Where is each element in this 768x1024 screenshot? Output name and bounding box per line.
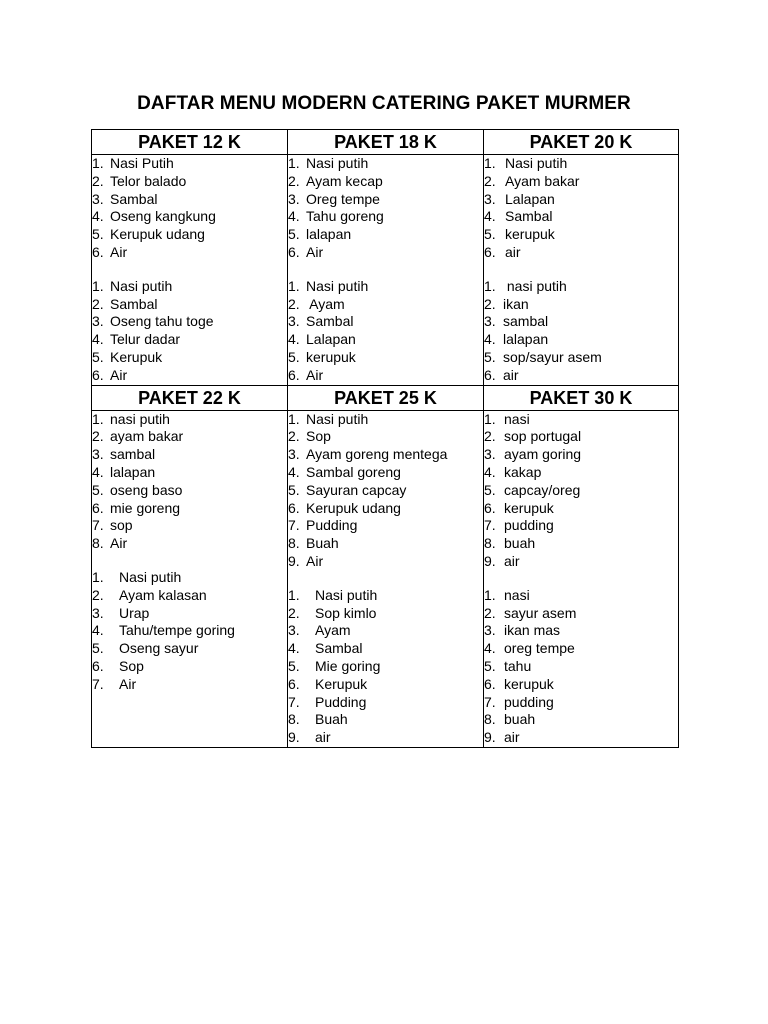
list-item [288, 676, 483, 694]
item-number: 6. [288, 366, 300, 383]
item-text: Pudding [306, 517, 358, 534]
item-text: kerupuk [504, 675, 554, 692]
item-number: 5. [92, 481, 104, 498]
item-text: Kerupuk [110, 348, 163, 365]
package-name: PAKET 20 K [484, 130, 679, 155]
item-text: air [315, 729, 331, 746]
item-number: 3. [288, 313, 300, 330]
item-text: ayam bakar [110, 428, 184, 445]
list-item [288, 313, 483, 331]
list-item [288, 331, 483, 349]
item-text: air [504, 729, 520, 746]
item-number: 9. [484, 729, 496, 746]
menu-option-list [484, 278, 678, 385]
item-text: Air [306, 552, 324, 569]
list-item [484, 517, 678, 535]
item-number: 5. [288, 348, 300, 365]
item-number: 4. [288, 331, 300, 348]
item-text: sop portugal [504, 428, 582, 445]
item-number: 1. [484, 586, 496, 603]
item-number: 3. [92, 190, 104, 207]
list-item [484, 155, 678, 173]
item-text: sayur asem [504, 604, 577, 621]
list-item [484, 676, 678, 694]
item-text: Mie goring [315, 657, 381, 674]
item-number: 2. [288, 295, 300, 312]
item-text: Nasi putih [306, 155, 369, 171]
menu-option-list [484, 155, 678, 262]
list-item [92, 411, 287, 429]
list-item [288, 622, 483, 640]
item-text: Sambal [110, 295, 158, 312]
item-text: Ayam kecap [306, 172, 383, 189]
item-number: 2. [92, 586, 104, 603]
list-item [288, 482, 483, 500]
item-number: 8. [484, 711, 496, 728]
item-text: Nasi putih [505, 155, 568, 171]
list-item [92, 517, 287, 535]
package-header-row [92, 385, 679, 410]
item-number: 6. [92, 366, 104, 383]
list-item [92, 244, 287, 262]
item-number: 5. [484, 481, 496, 498]
item-number: 4. [92, 622, 104, 639]
item-text: Pudding [315, 693, 367, 710]
item-number: 2. [484, 604, 496, 621]
item-text: air [503, 366, 519, 383]
package-menu-cell [288, 155, 484, 386]
item-text: nasi [504, 586, 530, 603]
item-number: 8. [92, 535, 104, 552]
item-text: sop [110, 517, 133, 534]
package-menu-cell [484, 410, 679, 747]
item-text: Nasi putih [315, 586, 378, 603]
item-text: pudding [504, 693, 554, 710]
list-item [92, 191, 287, 209]
list-item [288, 605, 483, 623]
list-item [484, 313, 678, 331]
list-item [288, 244, 483, 262]
item-text: Ayam [315, 622, 351, 639]
item-number: 5. [484, 348, 496, 365]
package-menu-cell [484, 155, 679, 386]
menu-spacer [288, 262, 483, 278]
list-item [92, 500, 287, 518]
list-item [288, 694, 483, 712]
list-item [484, 331, 678, 349]
package-header-row [92, 130, 679, 155]
list-item [288, 500, 483, 518]
item-number: 5. [92, 640, 104, 657]
item-number: 1. [288, 410, 300, 427]
item-number: 6. [288, 499, 300, 516]
item-text: ikan [503, 295, 529, 312]
list-item [92, 155, 287, 173]
item-text: Sambal goreng [306, 463, 401, 480]
item-number: 6. [484, 675, 496, 692]
item-text: Ayam bakar [505, 172, 580, 189]
list-item [484, 278, 678, 296]
item-text: sop/sayur asem [503, 348, 602, 365]
list-item [92, 428, 287, 446]
item-number: 6. [288, 675, 300, 692]
item-text: Ayam [306, 295, 345, 312]
list-item [288, 729, 483, 747]
item-number: 3. [484, 313, 496, 330]
item-number: 4. [92, 331, 104, 348]
item-number: 7. [92, 517, 104, 534]
item-number: 5. [484, 226, 496, 243]
menu-spacer [92, 262, 287, 278]
item-text: Kerupuk udang [110, 226, 205, 243]
package-name: PAKET 18 K [288, 130, 484, 155]
item-number: 5. [288, 657, 300, 674]
list-item [92, 464, 287, 482]
list-item [92, 226, 287, 244]
list-item [484, 367, 678, 385]
item-number: 1. [92, 277, 104, 294]
item-text: capcay/oreg [504, 481, 581, 498]
item-number: 7. [484, 693, 496, 710]
item-text: Oseng tahu toge [110, 313, 214, 330]
list-item [92, 569, 287, 587]
list-item [288, 208, 483, 226]
item-number: 9. [484, 552, 496, 569]
item-number: 7. [484, 517, 496, 534]
item-text: kerupuk [306, 348, 356, 365]
item-text: ikan mas [504, 622, 561, 639]
list-item [288, 191, 483, 209]
item-number: 7. [288, 693, 300, 710]
item-text: Telor balado [110, 172, 187, 189]
item-text: Sop kimlo [315, 604, 377, 621]
item-text: Buah [315, 711, 348, 728]
package-menu-cell [92, 410, 288, 747]
item-text: nasi putih [110, 410, 170, 427]
item-number: 4. [484, 640, 496, 657]
item-number: 3. [484, 190, 496, 207]
item-number: 2. [484, 172, 496, 189]
item-number: 4. [288, 463, 300, 480]
item-number: 2. [288, 428, 300, 445]
item-number: 4. [288, 208, 300, 225]
item-text: Sambal [315, 640, 363, 657]
item-text: Lalapan [505, 190, 555, 207]
item-text: Buah [306, 535, 339, 552]
item-number: 5. [288, 481, 300, 498]
item-number: 4. [484, 331, 496, 348]
item-number: 5. [484, 657, 496, 674]
item-number: 1. [92, 410, 104, 427]
menu-option-list [288, 155, 483, 262]
item-number: 9. [288, 552, 300, 569]
item-number: 1. [484, 410, 496, 427]
list-item [484, 482, 678, 500]
menu-spacer [484, 262, 678, 278]
item-text: Ayam goreng mentega [306, 446, 448, 463]
package-menu-cell [288, 410, 484, 747]
list-item [484, 500, 678, 518]
item-number: 6. [484, 243, 496, 260]
item-text: tahu [504, 657, 532, 674]
item-text: air [505, 243, 521, 260]
list-item [92, 331, 287, 349]
item-number: 2. [484, 295, 496, 312]
item-text: Air [119, 675, 137, 692]
list-item [288, 155, 483, 173]
list-item [484, 191, 678, 209]
item-number: 9. [288, 729, 300, 746]
menu-option-list [288, 411, 483, 571]
item-number: 2. [484, 428, 496, 445]
item-number: 5. [92, 348, 104, 365]
item-text: Air [306, 366, 324, 383]
item-number: 6. [484, 499, 496, 516]
menu-option-list [484, 411, 678, 571]
item-text: Kerupuk udang [306, 499, 401, 516]
item-number: 4. [484, 463, 496, 480]
menu-option-list [288, 587, 483, 747]
package-name: PAKET 30 K [484, 385, 679, 410]
item-number: 3. [484, 446, 496, 463]
item-number: 5. [92, 226, 104, 243]
item-number: 2. [288, 172, 300, 189]
list-item [288, 446, 483, 464]
item-text: Sayuran capcay [306, 481, 407, 498]
item-text: air [504, 552, 520, 569]
list-item [484, 640, 678, 658]
item-text: Urap [119, 604, 150, 621]
menu-table-body [92, 130, 679, 748]
item-number: 3. [92, 604, 104, 621]
menu-option-list [92, 411, 287, 553]
item-text: nasi putih [503, 277, 567, 294]
menu-option-list [92, 278, 287, 385]
item-number: 1. [288, 586, 300, 603]
item-number: 5. [288, 226, 300, 243]
list-item [484, 729, 678, 747]
item-number: 6. [92, 499, 104, 516]
item-number: 2. [92, 172, 104, 189]
item-text: Nasi putih [306, 410, 369, 427]
item-number: 3. [484, 622, 496, 639]
item-text: Oseng sayur [119, 640, 199, 657]
list-item [92, 296, 287, 314]
item-text: Nasi Putih [110, 155, 174, 171]
list-item [484, 464, 678, 482]
menu-option-list [92, 569, 287, 694]
item-number: 7. [92, 675, 104, 692]
item-text: Air [306, 243, 324, 260]
list-item [288, 428, 483, 446]
list-item [288, 464, 483, 482]
item-text: sambal [503, 313, 549, 330]
item-text: Sop [119, 657, 144, 674]
item-number: 4. [92, 463, 104, 480]
list-item [484, 173, 678, 191]
item-text: ayam goring [504, 446, 582, 463]
list-item [288, 711, 483, 729]
list-item [484, 622, 678, 640]
list-item [484, 553, 678, 571]
item-number: 3. [92, 313, 104, 330]
list-item [288, 411, 483, 429]
menu-spacer [484, 571, 678, 587]
list-item [92, 446, 287, 464]
item-number: 1. [288, 155, 300, 171]
item-number: 4. [92, 208, 104, 225]
list-item [288, 535, 483, 553]
list-item [92, 535, 287, 553]
item-text: Air [110, 366, 128, 383]
list-item [288, 349, 483, 367]
item-number: 1. [484, 155, 496, 171]
menu-option-list [484, 587, 678, 747]
list-item [484, 411, 678, 429]
item-text: oreg tempe [504, 640, 575, 657]
list-item [484, 244, 678, 262]
item-text: buah [504, 711, 536, 728]
item-number: 6. [92, 243, 104, 260]
list-item [484, 587, 678, 605]
item-text: Kerupuk [315, 675, 368, 692]
item-text: Air [110, 243, 128, 260]
list-item [288, 658, 483, 676]
item-number: 6. [92, 657, 104, 674]
item-text: Oseng kangkung [110, 208, 216, 225]
list-item [92, 640, 287, 658]
list-item [484, 208, 678, 226]
item-text: kakap [504, 463, 542, 480]
item-number: 4. [484, 208, 496, 225]
item-text: Oreg tempe [306, 190, 380, 207]
list-item [92, 587, 287, 605]
package-menu-row [92, 155, 679, 386]
list-item [288, 517, 483, 535]
item-text: lalapan [306, 226, 352, 243]
item-text: sambal [110, 446, 156, 463]
list-item [92, 605, 287, 623]
item-number: 1. [288, 277, 300, 294]
item-number: 7. [288, 517, 300, 534]
item-number: 8. [484, 535, 496, 552]
item-number: 3. [288, 446, 300, 463]
list-item [92, 622, 287, 640]
list-item [484, 349, 678, 367]
item-text: oseng baso [110, 481, 183, 498]
item-number: 1. [92, 155, 104, 171]
list-item [288, 587, 483, 605]
item-text: Tahu/tempe goring [119, 622, 235, 639]
item-number: 2. [92, 428, 104, 445]
item-text: lalapan [110, 463, 156, 480]
item-text: kerupuk [505, 226, 555, 243]
list-item [288, 296, 483, 314]
list-item [484, 226, 678, 244]
list-item [92, 482, 287, 500]
item-number: 2. [92, 295, 104, 312]
item-text: Sambal [110, 190, 158, 207]
list-item [288, 553, 483, 571]
item-number: 1. [92, 568, 104, 585]
list-item [92, 278, 287, 296]
list-item [484, 694, 678, 712]
list-item [288, 367, 483, 385]
item-text: Telur dadar [110, 331, 181, 348]
item-number: 3. [288, 622, 300, 639]
item-number: 2. [288, 604, 300, 621]
item-number: 3. [92, 446, 104, 463]
list-item [92, 658, 287, 676]
item-text: Ayam kalasan [119, 586, 207, 603]
document-title: DAFTAR MENU MODERN CATERING PAKET MURMER [137, 93, 631, 114]
list-item [484, 296, 678, 314]
menu-spacer [92, 553, 287, 569]
menu-option-list [92, 155, 287, 262]
item-number: 3. [288, 190, 300, 207]
list-item [92, 173, 287, 191]
list-item [92, 367, 287, 385]
item-text: Sambal [505, 208, 553, 225]
item-text: mie goreng [110, 499, 181, 516]
item-number: 4. [288, 640, 300, 657]
menu-option-list [288, 278, 483, 385]
menu-spacer [288, 571, 483, 587]
package-menu-row [92, 410, 679, 747]
list-item [484, 446, 678, 464]
item-text: nasi [504, 410, 530, 427]
item-text: lalapan [503, 331, 549, 348]
item-text: buah [504, 535, 536, 552]
item-text: Nasi putih [306, 277, 369, 294]
list-item [92, 313, 287, 331]
item-text: kerupuk [504, 499, 554, 516]
item-number: 6. [288, 243, 300, 260]
item-text: Tahu goreng [306, 208, 384, 225]
item-text: Air [110, 535, 128, 552]
item-text: Nasi putih [110, 277, 173, 294]
list-item [484, 535, 678, 553]
list-item [484, 605, 678, 623]
package-menu-cell [92, 155, 288, 386]
item-number: 6. [484, 366, 496, 383]
list-item [288, 640, 483, 658]
list-item [288, 173, 483, 191]
item-number: 1. [484, 277, 496, 294]
menu-table [91, 129, 679, 748]
package-name: PAKET 25 K [288, 385, 484, 410]
list-item [484, 711, 678, 729]
item-text: Sambal [306, 313, 354, 330]
item-number: 8. [288, 711, 300, 728]
list-item [484, 428, 678, 446]
item-number: 8. [288, 535, 300, 552]
package-name: PAKET 22 K [92, 385, 288, 410]
list-item [484, 658, 678, 676]
list-item [92, 676, 287, 694]
list-item [92, 208, 287, 226]
list-item [288, 278, 483, 296]
item-text: Lalapan [306, 331, 356, 348]
package-name: PAKET 12 K [92, 130, 288, 155]
list-item [288, 226, 483, 244]
item-text: Sop [306, 428, 331, 445]
item-text: pudding [504, 517, 554, 534]
item-text: Nasi putih [119, 568, 182, 585]
list-item [92, 349, 287, 367]
